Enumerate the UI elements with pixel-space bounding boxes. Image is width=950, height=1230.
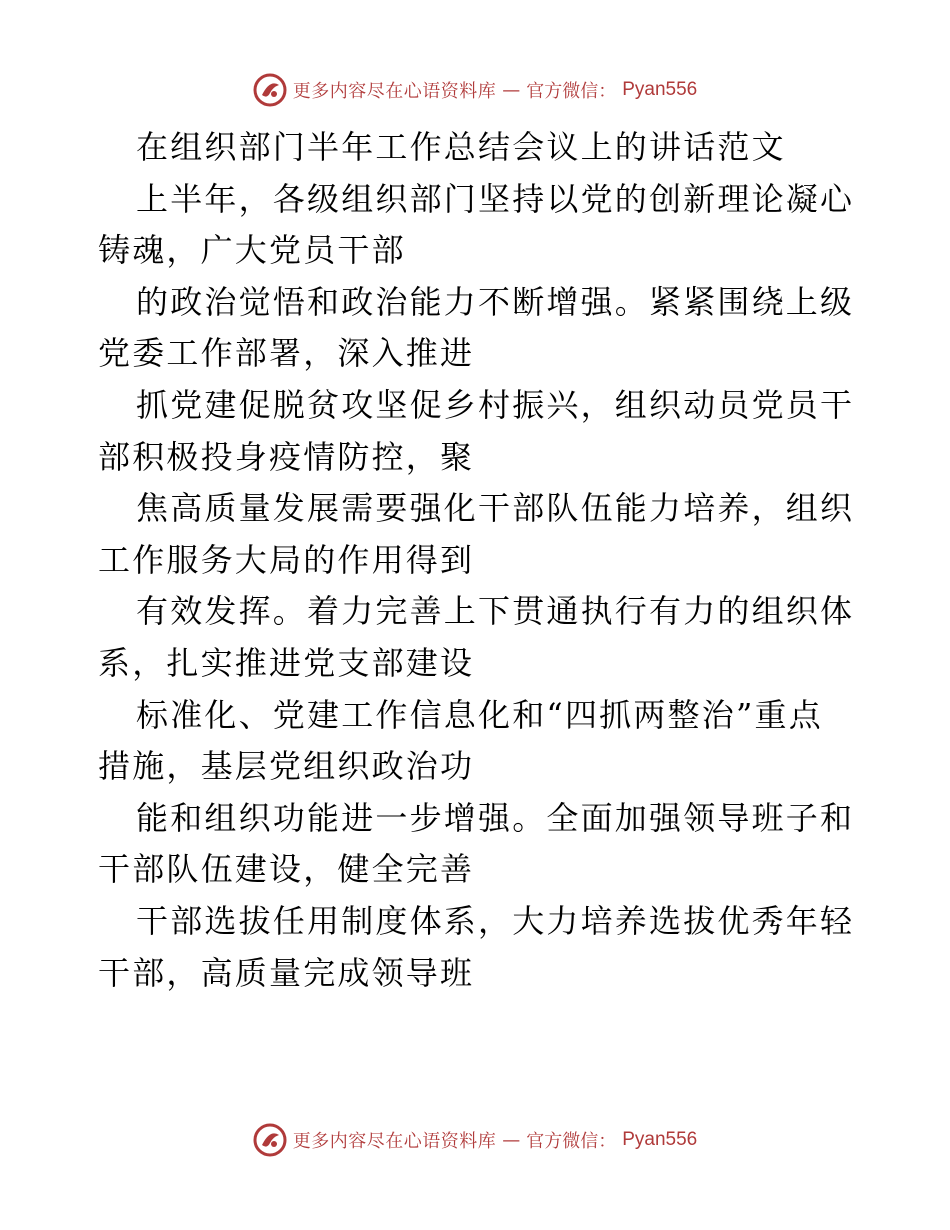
text-line: 有效发挥。着力完善上下贯通执行有力的组织体 <box>136 592 855 631</box>
banner-separator: — <box>502 1129 521 1151</box>
banner-wechat-id: Pyan556 <box>622 1129 698 1150</box>
text-line: 干部，高质量完成领导班 <box>98 953 475 992</box>
text-line: 部积极投身疫情防控，聚 <box>98 437 475 476</box>
text-line: 工作服务大局的作用得到 <box>98 540 475 579</box>
text-line: 能和组织功能进一步增强。全面加强领导班子和 <box>136 798 855 837</box>
footer-banner <box>0 1120 950 1160</box>
banner-text: 更多内容尽在心语资料库 <box>292 1131 497 1152</box>
text-line: 系，扎实推进党支部建设 <box>98 643 475 682</box>
banner-wechat-label: 官方微信： <box>526 1131 617 1152</box>
text-line: 的政治觉悟和政治能力不断增强。紧紧围绕上级 <box>136 282 855 321</box>
banner-text: 更多内容尽在心语资料库 <box>292 81 497 102</box>
banner-separator: — <box>502 79 521 101</box>
text-line: 党委工作部署，深入推进 <box>98 334 475 373</box>
document-body <box>98 122 858 999</box>
banner-wechat-label: 官方微信： <box>526 81 617 102</box>
text-line: 铸魂，广大党员干部 <box>98 231 406 270</box>
text-line: 干部选拔任用制度体系，大力培养选拔优秀年轻 <box>136 901 855 940</box>
red-swirl-logo-icon <box>253 73 287 107</box>
header-banner <box>0 70 950 110</box>
document-title: 在组织部门半年工作总结会议上的讲话范文 <box>136 128 786 166</box>
red-swirl-logo-icon <box>253 1123 287 1157</box>
text-line: 干部队伍建设，健全完善 <box>98 850 475 889</box>
text-line: 措施，基层党组织政治功 <box>98 747 475 786</box>
banner-wechat-id: Pyan556 <box>622 79 698 100</box>
text-line: 标准化、党建工作信息化和“四抓两整治”重点 <box>136 695 823 734</box>
text-line: 上半年，各级组织部门坚持以党的创新理论凝心 <box>136 179 855 218</box>
text-line: 焦高质量发展需要强化干部队伍能力培养，组织 <box>136 489 855 528</box>
text-line: 抓党建促脱贫攻坚促乡村振兴，组织动员党员干 <box>136 385 855 424</box>
